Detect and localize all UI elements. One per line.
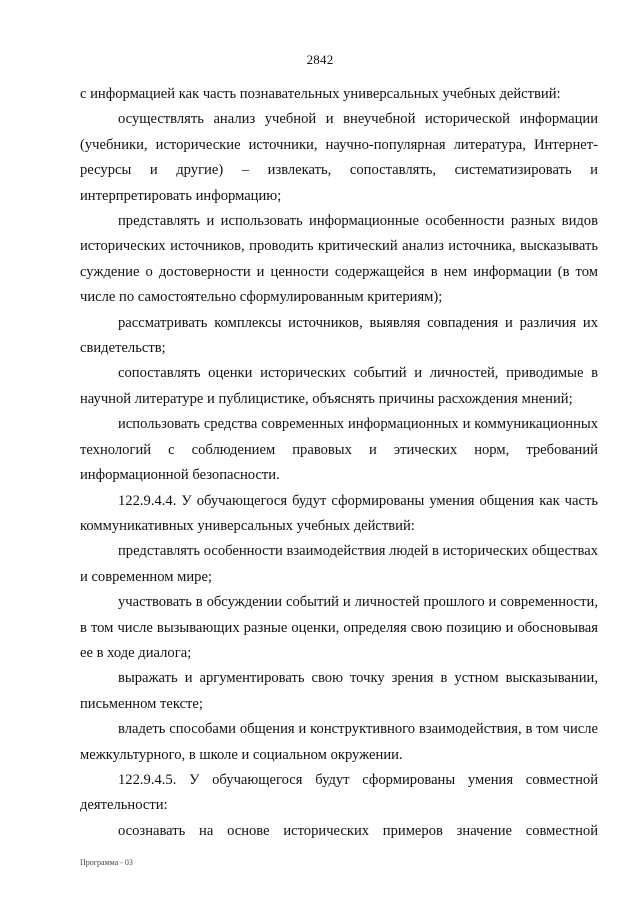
paragraph-interaction-features: представлять особенности взаимодействия людей в исторических обществах и современном мире; — [80, 543, 598, 585]
document-body — [80, 82, 598, 844]
paragraph-realize-significance: осознавать на основе исторических примеров значение совместной — [118, 822, 598, 839]
paragraph-source-complexes: рассматривать комплексы источников, выявляя совпадения и различия их свидетельств; — [80, 314, 598, 357]
paragraph-ict-usage: использовать средства современных информационных и коммуникационных технологий с соблюдением правовых и этических норм, требований информационной безопасности. — [80, 416, 598, 484]
paragraph-section-122-9-4-5: 122.9.4.5. У обучающегося будут сформированы умения совместной деятельности: — [80, 771, 598, 814]
page-footer: Программа - 03 — [80, 858, 133, 867]
paragraph-continuation: с информацией как часть познавательных универсальных учебных действий: — [80, 86, 561, 102]
paragraph-section-122-9-4-4: 122.9.4.4. У обучающегося будут сформированы умения общения как часть коммуникативных универсальных учебных действий: — [80, 492, 598, 534]
page-number: 2842 — [306, 52, 334, 67]
paragraph-compare-assessments: сопоставлять оценки исторических событий и личностей, приводимые в научной литературе и публицистике, объяснять причины расхождения мнений; — [80, 365, 598, 407]
paragraph-analyze-information: осуществлять анализ учебной и внеучебной исторической информации (учебники, исторические источники, научно-популярная литература, Интернет-ресурсы и другие) – извлекать, сопоставлять, систематизировать и интерпретировать информацию; — [80, 111, 598, 204]
paragraph-express-viewpoint: выражать и аргументировать свою точку зрения в устном высказывании, письменном тексте; — [80, 670, 598, 712]
paragraph-communication-methods: владеть способами общения и конструктивного взаимодействия, в том числе межкультурного, в школе и социальном окружении. — [80, 721, 598, 763]
paragraph-source-features: представлять и использовать информационные особенности разных видов исторических источников, проводить критический анализ источника, высказывать суждение о достоверности и ценности содержащейся в нем информации (в том числе по самостоятельно сформулированным критериям); — [80, 213, 598, 306]
paragraph-discussion-participation: участвовать в обсуждении событий и личностей прошлого и современности, в том числе вызывающих разные оценки, определяя свою позицию и обосновывая ее в ходе диалога; — [80, 594, 598, 661]
